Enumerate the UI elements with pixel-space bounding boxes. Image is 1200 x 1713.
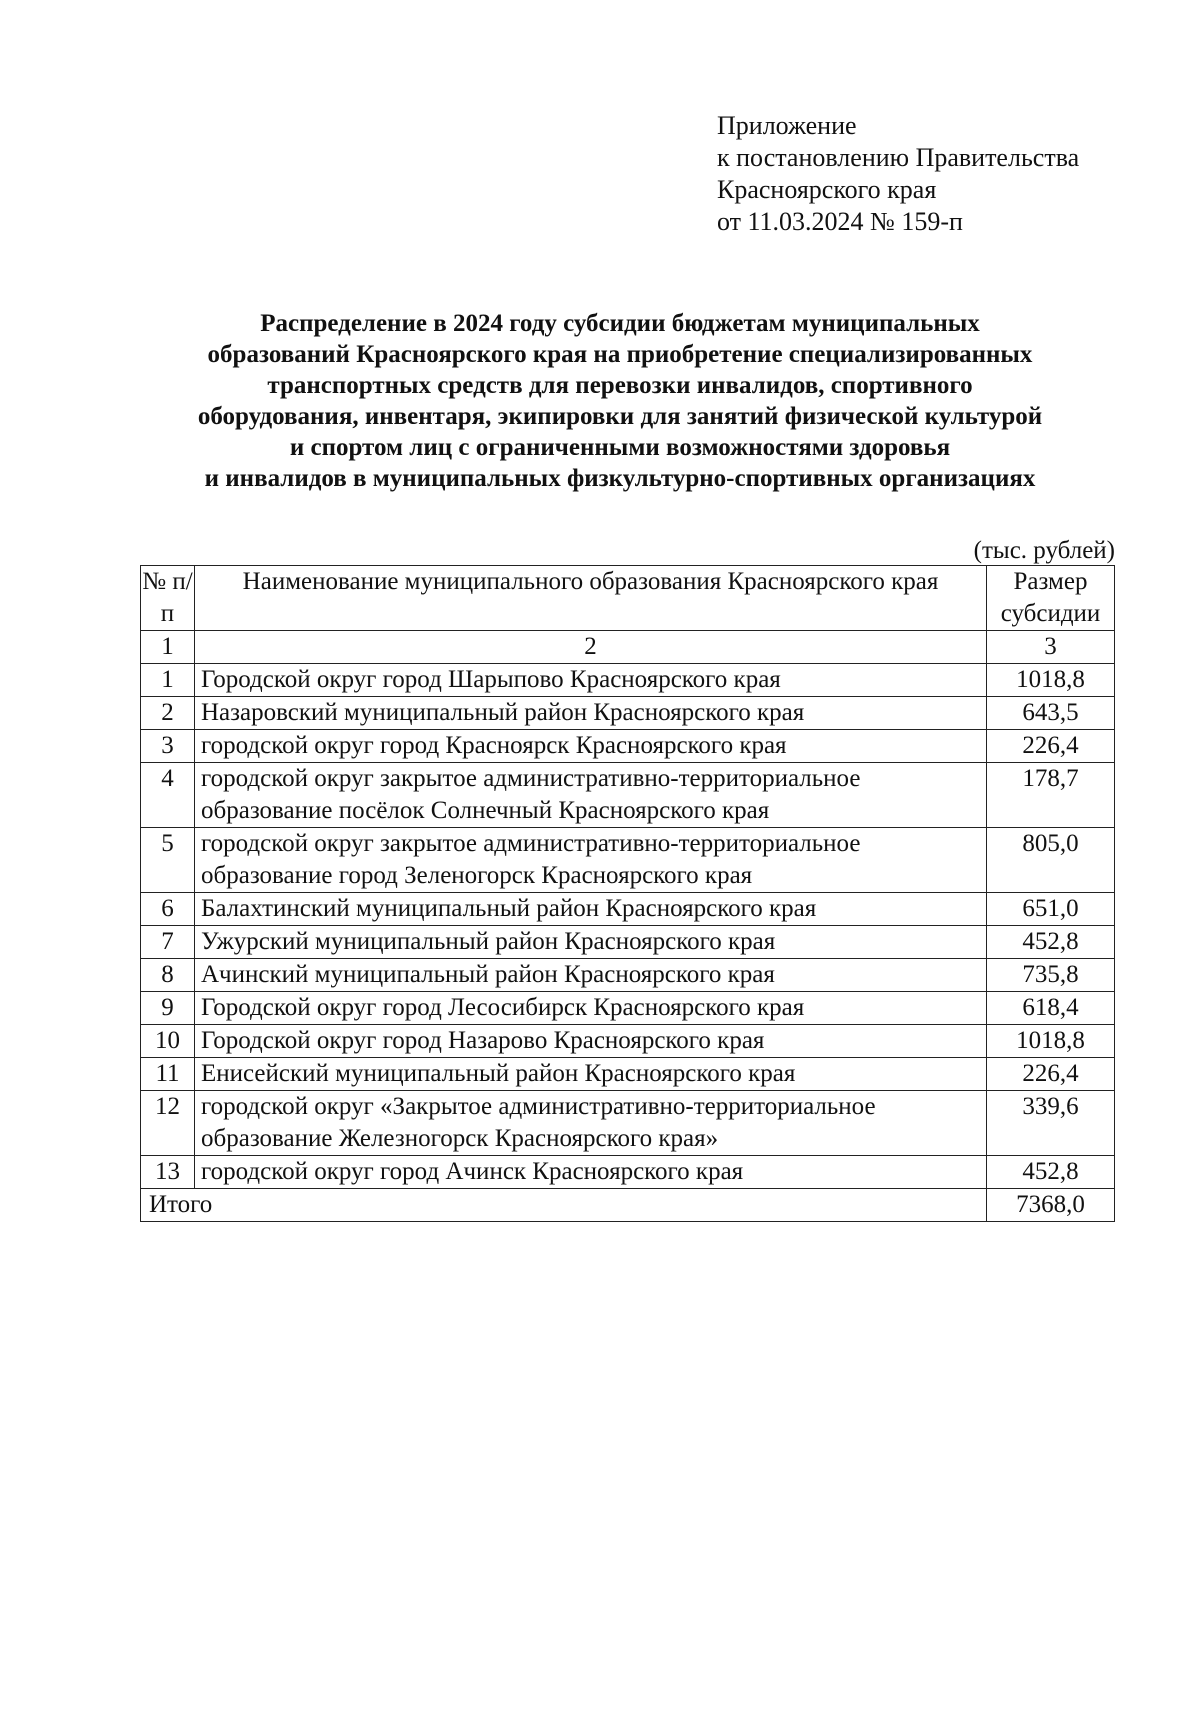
table-row (141, 828, 1115, 893)
row-municipality-name: городской округ закрытое административно-территориальное образование посёлок Солнечный Красноярского края (195, 763, 987, 828)
row-number: 9 (141, 992, 195, 1025)
row-subsidy-amount: 226,4 (987, 730, 1115, 763)
title-line-6: и инвалидов в муниципальных физкультурно-спортивных организациях (204, 465, 1036, 492)
title-line-4: оборудования, инвентаря, экипировки для занятий физической культурой (197, 403, 1043, 430)
row-municipality-name: городской округ «Закрытое административно-территориальное образование Железногорск Красноярского края» (195, 1091, 987, 1156)
row-subsidy-amount: 1018,8 (987, 1025, 1115, 1058)
column-index-1: 1 (141, 631, 195, 664)
total-amount: 7368,0 (987, 1189, 1115, 1222)
table-body (141, 664, 1115, 1189)
row-municipality-name: Ужурский муниципальный район Красноярского края (195, 926, 987, 959)
row-number: 7 (141, 926, 195, 959)
row-number: 2 (141, 697, 195, 730)
title-line-1: Распределение в 2024 году субсидии бюджетам муниципальных (260, 310, 980, 337)
row-municipality-name: городской округ город Красноярск Красноярского края (195, 730, 987, 763)
row-subsidy-amount: 651,0 (987, 893, 1115, 926)
title-line-3: транспортных средств для перевозки инвалидов, спортивного (267, 372, 973, 399)
row-municipality-name: Назаровский муниципальный район Красноярского края (195, 697, 987, 730)
total-label: Итого (141, 1189, 987, 1222)
header-amount: Размер субсидии (987, 566, 1115, 631)
header-name: Наименование муниципального образования Красноярского края (195, 566, 987, 631)
row-subsidy-amount: 339,6 (987, 1091, 1115, 1156)
row-municipality-name: Ачинский муниципальный район Красноярского края (195, 959, 987, 992)
table-row (141, 1058, 1115, 1091)
row-number: 4 (141, 763, 195, 828)
row-number: 1 (141, 664, 195, 697)
units-label: (тыс. рублей) (973, 537, 1115, 564)
total-row (141, 1189, 1115, 1222)
row-municipality-name: городской округ город Ачинск Красноярского края (195, 1156, 987, 1189)
table-row (141, 1091, 1115, 1156)
row-number: 13 (141, 1156, 195, 1189)
table-header-row (141, 566, 1115, 631)
appendix-line-4: от 11.03.2024 № 159-п (717, 207, 963, 236)
column-index-2: 2 (195, 631, 987, 664)
row-subsidy-amount: 178,7 (987, 763, 1115, 828)
row-number: 10 (141, 1025, 195, 1058)
row-municipality-name: Балахтинский муниципальный район Красноярского края (195, 893, 987, 926)
appendix-line-2: к постановлению Правительства (717, 143, 1080, 172)
table-row (141, 926, 1115, 959)
row-number: 3 (141, 730, 195, 763)
row-municipality-name: городской округ закрытое административно-территориальное образование город Зеленогорск Красноярского края (195, 828, 987, 893)
row-subsidy-amount: 643,5 (987, 697, 1115, 730)
appendix-line-1: Приложение (717, 111, 857, 140)
table-row (141, 1156, 1115, 1189)
table-row (141, 893, 1115, 926)
appendix-line-3: Красноярского края (717, 175, 937, 204)
document-title (140, 308, 1100, 494)
column-index-3: 3 (987, 631, 1115, 664)
subsidy-table (140, 565, 1115, 1222)
appendix-header (717, 110, 1079, 238)
row-number: 12 (141, 1091, 195, 1156)
row-number: 5 (141, 828, 195, 893)
row-municipality-name: Енисейский муниципальный район Красноярского края (195, 1058, 987, 1091)
table-row (141, 763, 1115, 828)
table-row (141, 1025, 1115, 1058)
row-subsidy-amount: 452,8 (987, 926, 1115, 959)
title-line-5: и спортом лиц с ограниченными возможностями здоровья (289, 434, 951, 461)
column-index-row (141, 631, 1115, 664)
row-number: 8 (141, 959, 195, 992)
row-subsidy-amount: 452,8 (987, 1156, 1115, 1189)
table-row (141, 697, 1115, 730)
table-row (141, 992, 1115, 1025)
title-line-2: образований Красноярского края на приобретение специализированных (207, 341, 1033, 368)
row-number: 6 (141, 893, 195, 926)
table-row (141, 664, 1115, 697)
row-municipality-name: Городской округ город Назарово Красноярского края (195, 1025, 987, 1058)
row-number: 11 (141, 1058, 195, 1091)
row-subsidy-amount: 735,8 (987, 959, 1115, 992)
row-subsidy-amount: 618,4 (987, 992, 1115, 1025)
header-num: № п/п (141, 566, 195, 631)
row-subsidy-amount: 226,4 (987, 1058, 1115, 1091)
table-row (141, 959, 1115, 992)
row-municipality-name: Городской округ город Шарыпово Красноярского края (195, 664, 987, 697)
row-subsidy-amount: 805,0 (987, 828, 1115, 893)
row-municipality-name: Городской округ город Лесосибирск Красноярского края (195, 992, 987, 1025)
row-subsidy-amount: 1018,8 (987, 664, 1115, 697)
table-row (141, 730, 1115, 763)
